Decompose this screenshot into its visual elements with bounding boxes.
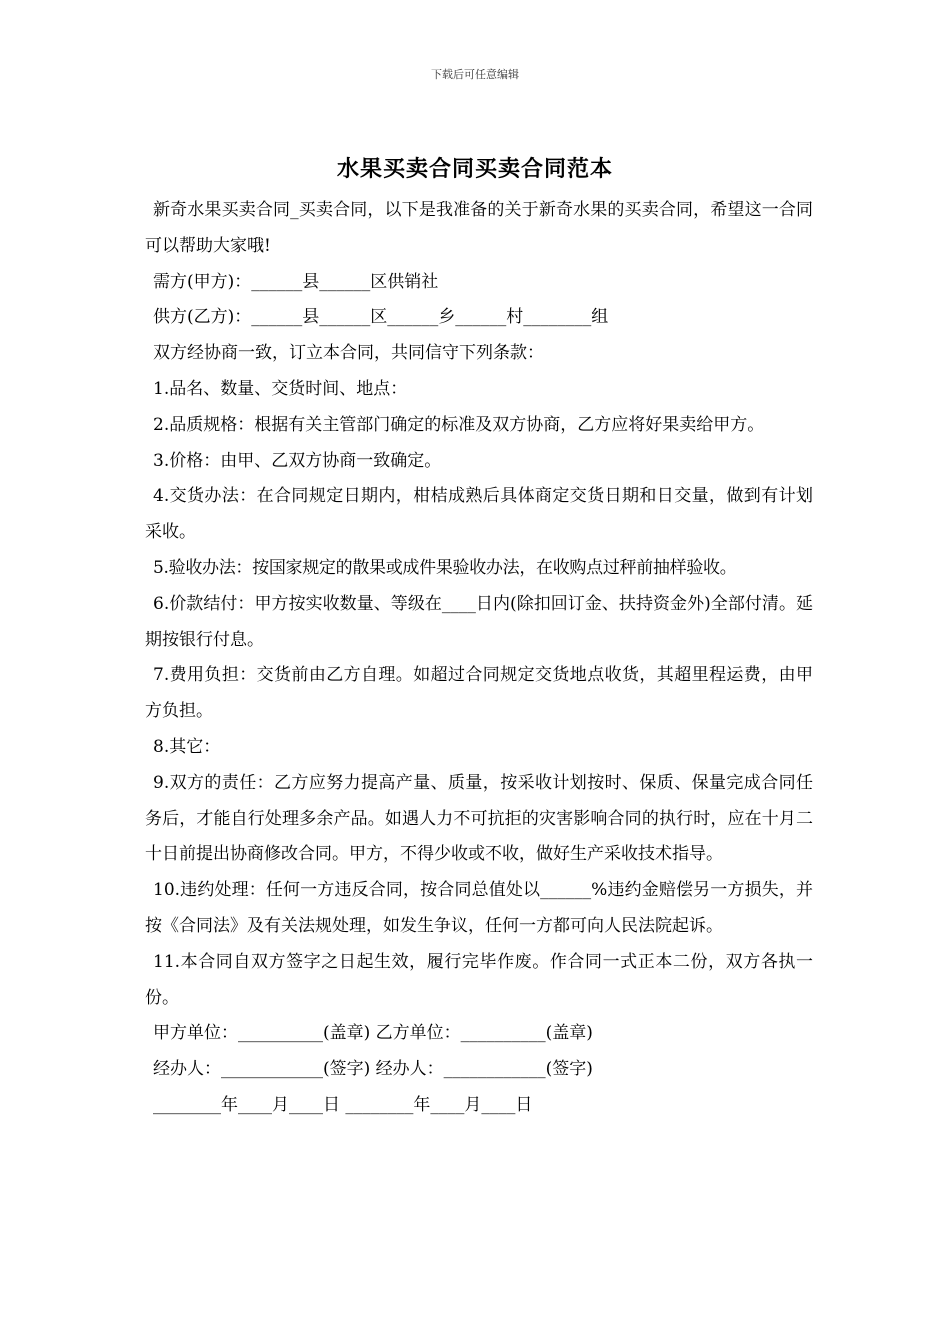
clause-1: 1.品名、数量、交货时间、地点： [153, 378, 408, 399]
clause-7: 7.费用负担：交货前由乙方自理。如超过合同规定交货地点收货，其超里程运费，由甲方负担。 [145, 665, 813, 722]
buyer-line: 需方(甲方)：______县______区供销社 [153, 271, 439, 292]
clause-5: 5.验收办法：按国家规定的散果或成件果验收办法，在收购点过秤前抽样验收。 [153, 557, 737, 578]
intro-paragraph: 新奇水果买卖合同_买卖合同，以下是我准备的关于新奇水果的买卖合同，希望这一合同可以帮助大家哦! [145, 200, 813, 256]
clause-8: 8.其它： [153, 736, 221, 757]
clause-11: 11.本合同自双方签字之日起生效，履行完毕作废。作合同一式正本二份，双方各执一份。 [145, 951, 813, 1008]
signature-date-line: ________年____月____日 ________年____月____日 [153, 1094, 533, 1115]
clause-2: 2.品质规格：根据有关主管部门确定的标准及双方协商，乙方应将好果卖给甲方。 [153, 414, 765, 435]
seller-line: 供方(乙方)：______县______区______乡______村________组 [153, 307, 609, 328]
clause-9: 9.双方的责任：乙方应努力提高产量、质量，按采收计划按时、保质、保量完成合同任务后，才能自行处理多余产品。如遇人力不可抗拒的灾害影响合同的执行时，应在十月二十日前提出协商修改合同。甲方，不得少收或不收，做好生产采收技术指导。 [145, 772, 813, 865]
header-note: 下载后可任意编辑 [431, 68, 519, 81]
document-body [145, 193, 813, 1124]
clause-10: 10.违约处理：任何一方违反合同，按合同总值处以______%违约金赔偿另一方损失，并按《合同法》及有关法规处理，如发生争议，任何一方都可向人民法院起诉。 [145, 880, 813, 936]
document-title: 水果买卖合同买卖合同范本 [336, 156, 613, 182]
clause-6: 6.价款结付：甲方按实收数量、等级在____日内(除扣回订金、扶持资金外)全部付清。延期按银行付息。 [145, 593, 813, 650]
signature-agent-line: 经办人：____________(签字) 经办人：____________(签字) [153, 1059, 593, 1080]
signature-unit-line: 甲方单位：__________(盖章) 乙方单位：__________(盖章) [153, 1023, 593, 1044]
clause-4: 4.交货办法：在合同规定日期内，柑桔成熟后具体商定交货日期和日交量，做到有计划采收。 [145, 486, 813, 543]
agreement-line: 双方经协商一致，订立本合同，共同信守下列条款： [153, 343, 544, 364]
clause-3: 3.价格：由甲、乙双方协商一致确定。 [153, 450, 442, 471]
